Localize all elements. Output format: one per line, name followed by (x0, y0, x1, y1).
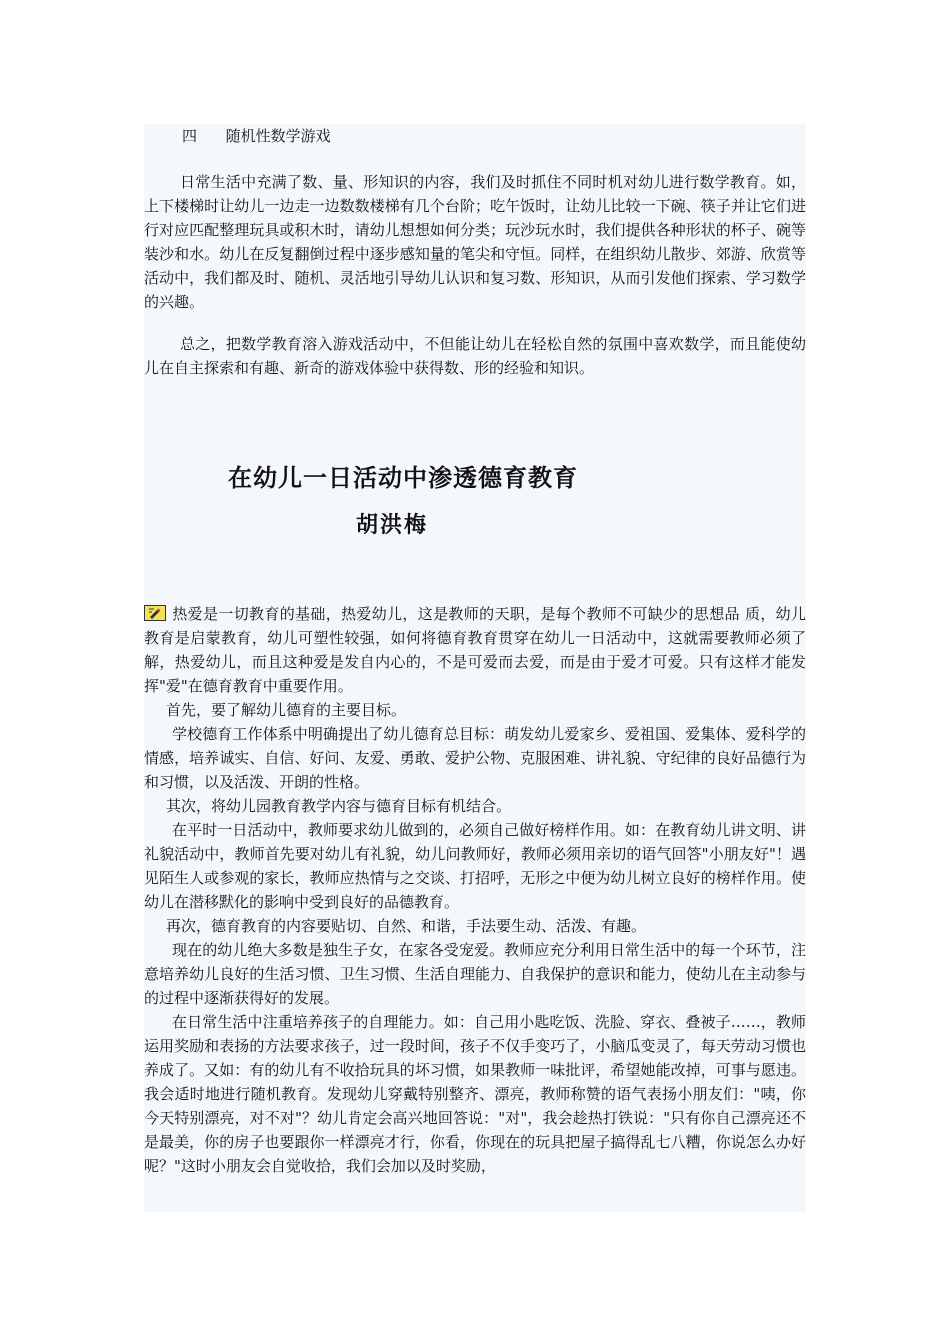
article-header (144, 380, 806, 602)
article-paragraph: 首先，要了解幼儿德育的主要目标。 (166, 701, 407, 719)
article-paragraph: 现在的幼儿绝大多数是独生子女，在家各受宠爱。教师应充分利用日常生活中的每一个环节，注意培养幼儿良好的生活习惯、卫生习惯、生活自理能力、自我保护的意识和能力，使幼儿在主动参与的过程中逐渐获得好的发展。 (144, 941, 806, 1007)
article-paragraph-text: 热爱是一切教育的基础，热爱幼儿，这是教师的天职，是每个教师不可缺少的思想品 质，幼儿教育是启蒙教育，幼儿可塑性较强，如何将德育教育贯穿在幼儿一日活动中，这就需要教师必须了解，热爱幼儿，而且这种爱是发自内心的，不是可爱而去爱，而是由于爱才可爱。只有这样才能发挥"爱"在德育教育中重要作用。 (144, 605, 806, 695)
article-paragraph: 其次，将幼儿园教育教学内容与德育目标有机结合。 (166, 797, 512, 815)
article-body (144, 602, 806, 1178)
article-title: 在幼儿一日活动中渗透德育教育 (228, 464, 578, 492)
section-heading: 四 随机性数学游戏 (182, 127, 331, 145)
section-paragraph-2: 总之，把数学教育溶入游戏活动中，不但能让幼儿在轻松自然的氛围中喜欢数学，而且能使幼儿在自主探索和有趣、新奇的游戏体验中获得数、形的经验和知识。 (144, 335, 806, 377)
article-paragraph: 在日常生活中注重培养孩子的自理能力。如：自己用小匙吃饭、洗脸、穿衣、叠被子……，教师运用奖励和表扬的方法要求孩子，过一段时间，孩子不仅手变巧了，小脑瓜变灵了，每天劳动习惯也养成了。又如：有的幼儿有不收拾玩具的坏习惯，如果教师一味批评，希望她能改掉，可事与愿违。我会适时地进行随机教育。发现幼儿穿戴特别整齐、漂亮，教师称赞的语气表扬小朋友们："咦，你今天特别漂亮，对不对"？幼儿肯定会高兴地回答说："对"，我会趁热打铁说："只有你自己漂亮还不是最美，你的房子也要跟你一样漂亮才行，你看，你现在的玩具把屋子搞得乱七八糟，你说怎么办好呢？"这时小朋友会自觉收拾，我们会加以及时奖励， (144, 1013, 806, 1175)
document-content (144, 124, 806, 1178)
article-author: 胡洪梅 (356, 513, 429, 538)
section-paragraph-1: 日常生活中充满了数、量、形知识的内容，我们及时抓住不同时机对幼儿进行数学教育。如，上下楼梯时让幼儿一边走一边数数楼梯有几个台阶；吃午饭时，让幼儿比较一下碗、筷子并让它们进行对应匹配整理玩具或积木时，请幼儿想想如何分类；玩沙玩水时，我们提供各种形状的杯子、碗等装沙和水。幼儿在反复翻倒过程中逐步感知量的笔尖和守恒。同样，在组织幼儿散步、郊游、欣赏等活动中，我们都及时、随机、灵活地引导幼儿认识和复习数、形知识，从而引发他们探索、学习数学的兴趣。 (144, 173, 806, 311)
edit-note-icon (144, 605, 166, 621)
article-paragraph: 在平时一日活动中，教师要求幼儿做到的，必须自己做好榜样作用。如：在教育幼儿讲文明、讲礼貌活动中，教师首先要对幼儿有礼貌，幼儿问教师好，教师必须用亲切的语气回答"小朋友好"！遇见陌生人或参观的家长，教师应热情与之交谈、打招呼，无形之中便为幼儿树立良好的榜样作用。使幼儿在潜移默化的影响中受到良好的品德教育。 (144, 821, 806, 911)
article-paragraph (144, 602, 806, 698)
article-paragraph: 学校德育工作体系中明确提出了幼儿德育总目标：萌发幼儿爱家乡、爱祖国、爱集体、爱科学的情感，培养诚实、自信、好问、友爱、勇敢、爱护公物、克服困难、讲礼貌、守纪律的良好品德行为和习惯，以及活泼、开朗的性格。 (144, 725, 806, 791)
article-paragraph: 再次，德育教育的内容要贴切、自然、和谐，手法要生动、活泼、有趣。 (166, 917, 647, 935)
